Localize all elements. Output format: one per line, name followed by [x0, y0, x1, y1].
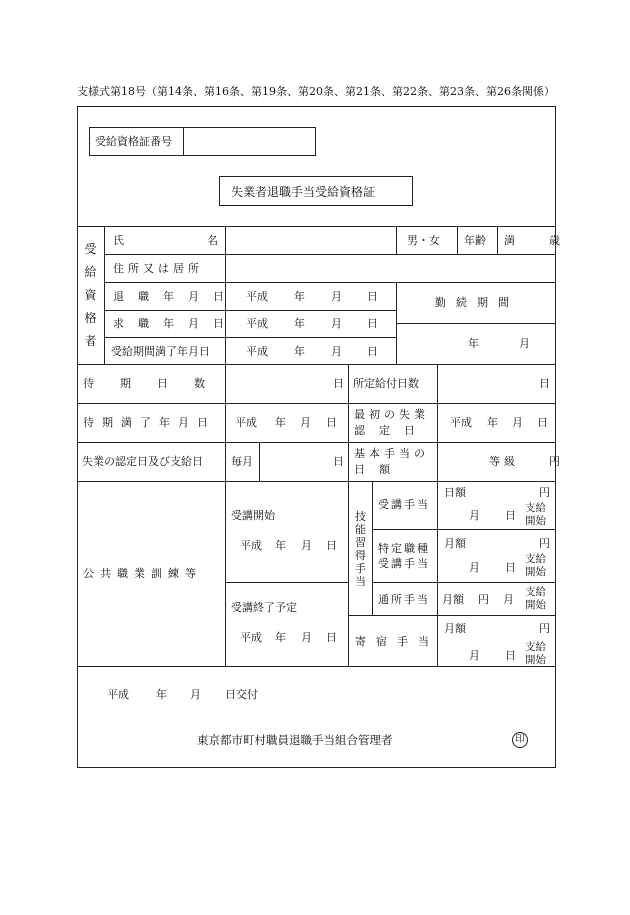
benefit-end-era: 平成 — [246, 345, 268, 358]
waiting-end-label: 待期満了年月日 — [83, 416, 216, 429]
commute-payment-start-1: 支給 — [525, 586, 546, 598]
training-start-year: 年 — [275, 539, 286, 552]
job-seeking-month: 月 — [331, 317, 342, 330]
cert-number-field[interactable] — [184, 128, 315, 155]
waiting-days-unit: 日 — [333, 377, 344, 390]
retirement-era: 平成 — [246, 290, 268, 303]
lecture-yen: 円 — [539, 486, 550, 499]
service-period-label: 勤続期間 — [435, 296, 519, 309]
lecture-payment-start-1: 支給 — [525, 502, 546, 514]
lodging-day: 日 — [505, 649, 516, 662]
benefit-end-day: 日 — [367, 345, 378, 358]
first-recognition-day: 日 — [537, 416, 548, 429]
commute-payment-start-2: 開始 — [525, 599, 546, 611]
lecture-month: 月 — [469, 509, 480, 522]
job-seeking-era: 平成 — [246, 317, 268, 330]
job-seeking-year: 年 — [294, 317, 305, 330]
skill-allowance-label: 技能習得手当 — [355, 510, 366, 588]
grade-yen: 等級 円 — [489, 455, 564, 468]
special-payment-start-2: 開始 — [525, 566, 546, 578]
recognition-label: 失業の認定日及び支給日 — [82, 455, 203, 468]
special-payment-start-1: 支給 — [525, 553, 546, 565]
retirement-label: 退職年月日 — [113, 290, 238, 303]
name-label-last: 名 — [207, 234, 218, 247]
training-end-year: 年 — [275, 631, 286, 644]
lodging-month: 月 — [469, 649, 480, 662]
benefit-end-label: 受給期間満了年月日 — [111, 345, 210, 358]
commute-monthly-amount: 月額 — [442, 593, 464, 606]
training-end-day: 日 — [326, 631, 337, 644]
form-title: 失業者退職手当受給資格証 — [231, 185, 376, 199]
qualified-person-label: 受給資格者 — [84, 242, 97, 348]
training-start-month: 月 — [301, 539, 312, 552]
training-start-era: 平成 — [240, 539, 262, 552]
lecture-daily-amount: 日額 — [444, 486, 466, 499]
every-month: 毎月 — [231, 455, 253, 468]
issue-date-label: 日交付 — [225, 688, 258, 701]
commute-month: 月 — [503, 593, 514, 606]
lodging-allowance-label: 寄宿手当 — [355, 635, 439, 648]
name-field[interactable] — [227, 228, 395, 253]
address-label: 住所又は居所 — [113, 262, 203, 275]
gender-select[interactable]: 男・女 — [407, 234, 440, 247]
training-end-era: 平成 — [240, 631, 262, 644]
waiting-days-label: 待期日数 — [83, 377, 231, 390]
first-recognition-month: 月 — [512, 416, 523, 429]
special-day: 日 — [505, 561, 516, 574]
address-field[interactable] — [227, 256, 555, 281]
retirement-year: 年 — [294, 290, 305, 303]
special-monthly-amount: 月額 — [444, 537, 466, 550]
benefit-end-year: 年 — [294, 345, 305, 358]
waiting-end-day: 日 — [326, 416, 337, 429]
recognition-day: 日 — [333, 455, 344, 468]
waiting-end-month: 月 — [300, 416, 311, 429]
special-month: 月 — [469, 561, 480, 574]
issue-era: 平成 — [107, 688, 129, 701]
age-label: 年齢 — [464, 234, 486, 247]
job-seeking-day: 日 — [367, 317, 378, 330]
first-recognition-era: 平成 — [450, 416, 472, 429]
commute-allowance-label: 通所手当 — [378, 593, 430, 606]
cert-number-label: 受給資格証番号 — [95, 135, 172, 148]
lecture-payment-start-2: 開始 — [525, 515, 546, 527]
lodging-payment-start-1: 支給 — [525, 641, 546, 653]
first-recognition-year: 年 — [487, 416, 498, 429]
age-value[interactable]: 満 歳 — [504, 234, 564, 247]
special-yen: 円 — [539, 537, 550, 550]
training-start-label: 受講開始 — [231, 509, 275, 522]
waiting-end-era: 平成 — [235, 416, 257, 429]
lodging-yen: 円 — [539, 622, 550, 635]
issue-month: 月 — [190, 688, 201, 701]
retirement-month: 月 — [331, 290, 342, 303]
job-seeking-label: 求職年月日 — [113, 317, 238, 330]
benefit-end-month: 月 — [331, 345, 342, 358]
seal-icon — [512, 732, 528, 748]
special-type-label-line1: 特定職種 — [378, 542, 430, 555]
service-period-value[interactable]: 年 月 — [468, 337, 536, 350]
name-label-first: 氏 — [113, 234, 124, 247]
basic-daily-label-line1: 基本手当の — [354, 447, 429, 460]
training-start-day: 日 — [326, 539, 337, 552]
lodging-payment-start-2: 開始 — [525, 654, 546, 666]
form-header: 支様式第18号（第14条、第16条、第19条、第20条、第21条、第22条、第23条、第26条関係） — [77, 85, 555, 98]
seal-text: 印 — [515, 734, 525, 745]
retirement-day: 日 — [367, 290, 378, 303]
special-type-label-line2: 受講手当 — [378, 557, 430, 570]
commute-yen: 円 — [478, 593, 489, 606]
first-recognition-label-line2: 認定日 — [354, 424, 429, 437]
lecture-day: 日 — [505, 509, 516, 522]
issuer-name: 東京都市町村職員退職手当組合管理者 — [197, 733, 393, 747]
lecture-allowance-label: 受講手当 — [378, 498, 430, 511]
training-end-month: 月 — [301, 631, 312, 644]
prescribed-days-unit: 日 — [539, 377, 550, 390]
training-label: 公共職業訓練等 — [83, 567, 202, 580]
issue-year: 年 — [156, 688, 167, 701]
prescribed-days-label: 所定給付日数 — [353, 377, 419, 390]
waiting-end-year: 年 — [275, 416, 286, 429]
lodging-monthly-amount: 月額 — [444, 622, 466, 635]
training-end-label: 受講終了予定 — [231, 601, 297, 614]
basic-daily-label-line2: 日額 — [354, 463, 404, 476]
first-recognition-label-line1: 最初の失業 — [354, 408, 429, 421]
